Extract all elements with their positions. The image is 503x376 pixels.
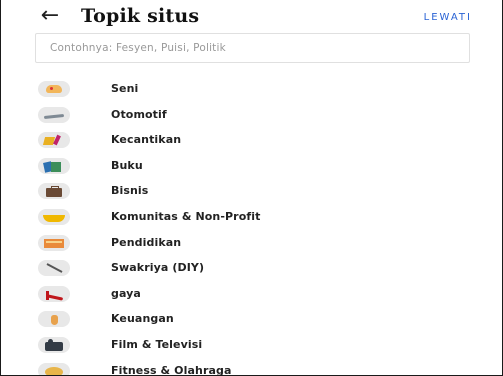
briefcase-icon — [38, 183, 70, 199]
topic-item[interactable] — [1, 230, 502, 256]
topic-label: Otomotif — [111, 107, 167, 121]
topic-label: Film & Televisi — [111, 337, 203, 351]
topic-item[interactable] — [1, 306, 502, 332]
topic-item[interactable] — [1, 281, 502, 307]
books-icon — [38, 158, 70, 174]
page-title: Topik situs — [81, 5, 200, 27]
skip-button[interactable]: LEWATI — [423, 12, 472, 23]
topic-label: Keuangan — [111, 312, 174, 326]
topic-label: Kecantikan — [111, 133, 182, 147]
car-icon — [38, 107, 70, 123]
topic-item[interactable] — [1, 127, 502, 153]
art-icon — [38, 81, 70, 97]
education-icon — [38, 235, 70, 251]
back-button[interactable] — [37, 4, 63, 28]
topic-item[interactable] — [1, 358, 502, 376]
community-icon — [38, 209, 70, 225]
topic-label: Buku — [111, 158, 143, 172]
topic-item[interactable] — [1, 153, 502, 179]
shoe-icon — [38, 286, 70, 302]
topic-item[interactable] — [1, 204, 502, 230]
film-icon — [38, 337, 70, 353]
finance-icon — [38, 311, 70, 327]
topic-list — [1, 76, 502, 376]
topic-label: Pendidikan — [111, 235, 182, 249]
topic-label: Bisnis — [111, 184, 149, 198]
topic-item[interactable] — [1, 255, 502, 281]
header — [1, 0, 502, 36]
topic-item[interactable] — [1, 76, 502, 102]
topic-item[interactable] — [1, 332, 502, 358]
topic-label: Swakriya (DIY) — [111, 261, 205, 275]
topic-label: gaya — [111, 286, 141, 300]
topic-label: Seni — [111, 82, 139, 95]
fitness-icon — [38, 363, 70, 376]
tools-icon — [38, 260, 70, 276]
makeup-icon — [38, 132, 70, 148]
search-input[interactable] — [35, 33, 470, 63]
arrow-left-icon: ← — [40, 3, 60, 28]
topic-item[interactable] — [1, 102, 502, 128]
topic-label: Komunitas & Non-Profit — [111, 209, 261, 223]
topic-item[interactable] — [1, 178, 502, 204]
topic-label: Fitness & Olahraga — [111, 363, 232, 376]
